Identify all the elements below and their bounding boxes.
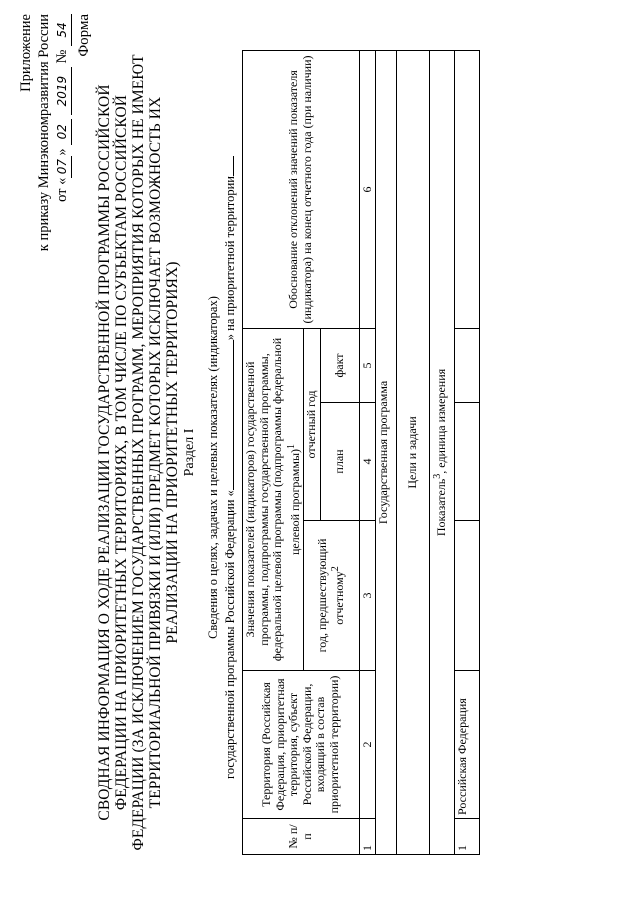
header-values	[243, 328, 304, 670]
appendix-label: Приложение	[18, 14, 34, 92]
program-name-blank	[221, 340, 234, 490]
number-prefix: №	[54, 49, 70, 64]
program-row	[376, 50, 397, 854]
section-description	[206, 60, 237, 875]
date-sep: »	[54, 148, 70, 156]
section-title: Раздел I	[182, 428, 197, 477]
table-header-row	[243, 50, 304, 854]
row-cell	[455, 521, 480, 671]
column-number: 6	[359, 50, 376, 328]
title-line: ФЕДЕРАЦИИ НА ПРИОРИТЕТНЫХ ТЕРРИТОРИЯХ, В ТОМ ЧИСЛЕ ПО СУБЪЕКТАМ РОССИЙСКОЙ	[113, 94, 130, 811]
column-number: 5	[359, 328, 376, 402]
header-justification: Обоснование отклонений значений показателя (индикатора) на конец отчетного года (при наличии)	[243, 50, 360, 328]
indicator-suffix: , единица измерения	[434, 368, 448, 474]
info-line-2-end: » на приоритетной территории	[222, 176, 237, 341]
header-prior-year-text: год, предшествующий отчетному	[314, 538, 347, 653]
row-number: 1	[455, 819, 480, 855]
indicators-table	[242, 50, 480, 855]
row-cell	[455, 328, 480, 402]
header-plan: план	[320, 403, 359, 521]
header-number: № п/п	[243, 819, 360, 855]
date-month: 02	[54, 119, 72, 145]
indicator-row	[430, 50, 455, 854]
indicator-text: Показатель	[434, 478, 448, 537]
header-fact: факт	[320, 328, 359, 402]
title-line: РЕАЛИЗАЦИИ НА ПРИОРИТЕТНЫХ ТЕРРИТОРИЯХ)	[164, 261, 181, 644]
info-line-2	[221, 60, 238, 875]
date-year: 2019	[54, 67, 72, 115]
order-reference: к приказу Минэкономразвития России	[36, 14, 52, 252]
footnote-3: 3	[432, 473, 443, 479]
form-label: Форма	[76, 14, 92, 57]
header-values-text: Значения показателей (индикаторов) государственной программы, подпрограммы государственной программы, федеральной целевой программы (подпрограммы федеральной целевой программы)	[243, 337, 302, 662]
column-number: 3	[359, 521, 376, 671]
header-report-year: отчетный год	[304, 328, 321, 520]
column-number: 4	[359, 403, 376, 521]
order-date-number	[54, 14, 72, 202]
column-number-row	[359, 50, 376, 854]
territory-blank	[221, 156, 234, 176]
column-number: 2	[359, 671, 376, 819]
footnote-2: 2	[330, 566, 342, 572]
row-cell	[455, 403, 480, 521]
goals-row	[397, 50, 430, 854]
program-row-label: Государственная программа	[376, 50, 397, 854]
header-prior-year	[304, 521, 360, 671]
info-line-1: Сведения о целях, задачах и целевых показателях (индикаторах)	[206, 296, 220, 639]
indicator-row-label	[430, 50, 455, 854]
goals-row-label: Цели и задачи	[397, 50, 430, 854]
row-territory: Российская Федерация	[455, 671, 480, 819]
row-cell	[455, 50, 480, 328]
date-day: 07	[54, 156, 72, 178]
title-line: ФЕДЕРАЦИИ (ЗА ИСКЛЮЧЕНИЕМ ГОСУДАРСТВЕННЫХ ПРОГРАММ, МЕРОПРИЯТИЯ КОТОРЫХ НЕ ИМЕЮТ	[130, 54, 147, 851]
table-row	[455, 50, 480, 854]
order-number: 54	[54, 14, 72, 46]
column-number: 1	[359, 819, 376, 855]
title-line: ТЕРРИТОРИАЛЬНОЙ ПРИВЯЗКИ И (ИЛИ) ПРЕДМЕТ КОТОРЫХ ИСКЛЮЧАЕТ ВОЗМОЖНОСТЬ ИХ	[147, 96, 164, 809]
footnote-1: 1	[285, 444, 297, 449]
info-line-2-start: государственной программы Российской Федерации «	[222, 490, 237, 779]
date-prefix: от «	[54, 177, 70, 202]
document-title	[96, 20, 181, 885]
title-line: СВОДНАЯ ИНФОРМАЦИЯ О ХОДЕ РЕАЛИЗАЦИИ ГОСУДАРСТВЕННОЙ ПРОГРАММЫ РОССИЙСКОЙ	[96, 84, 113, 821]
header-territory: Территория (Российская Федерация, приоритетная территория, субъект Российской Федерации, входящий в состав приоритетной территории)	[243, 671, 360, 819]
